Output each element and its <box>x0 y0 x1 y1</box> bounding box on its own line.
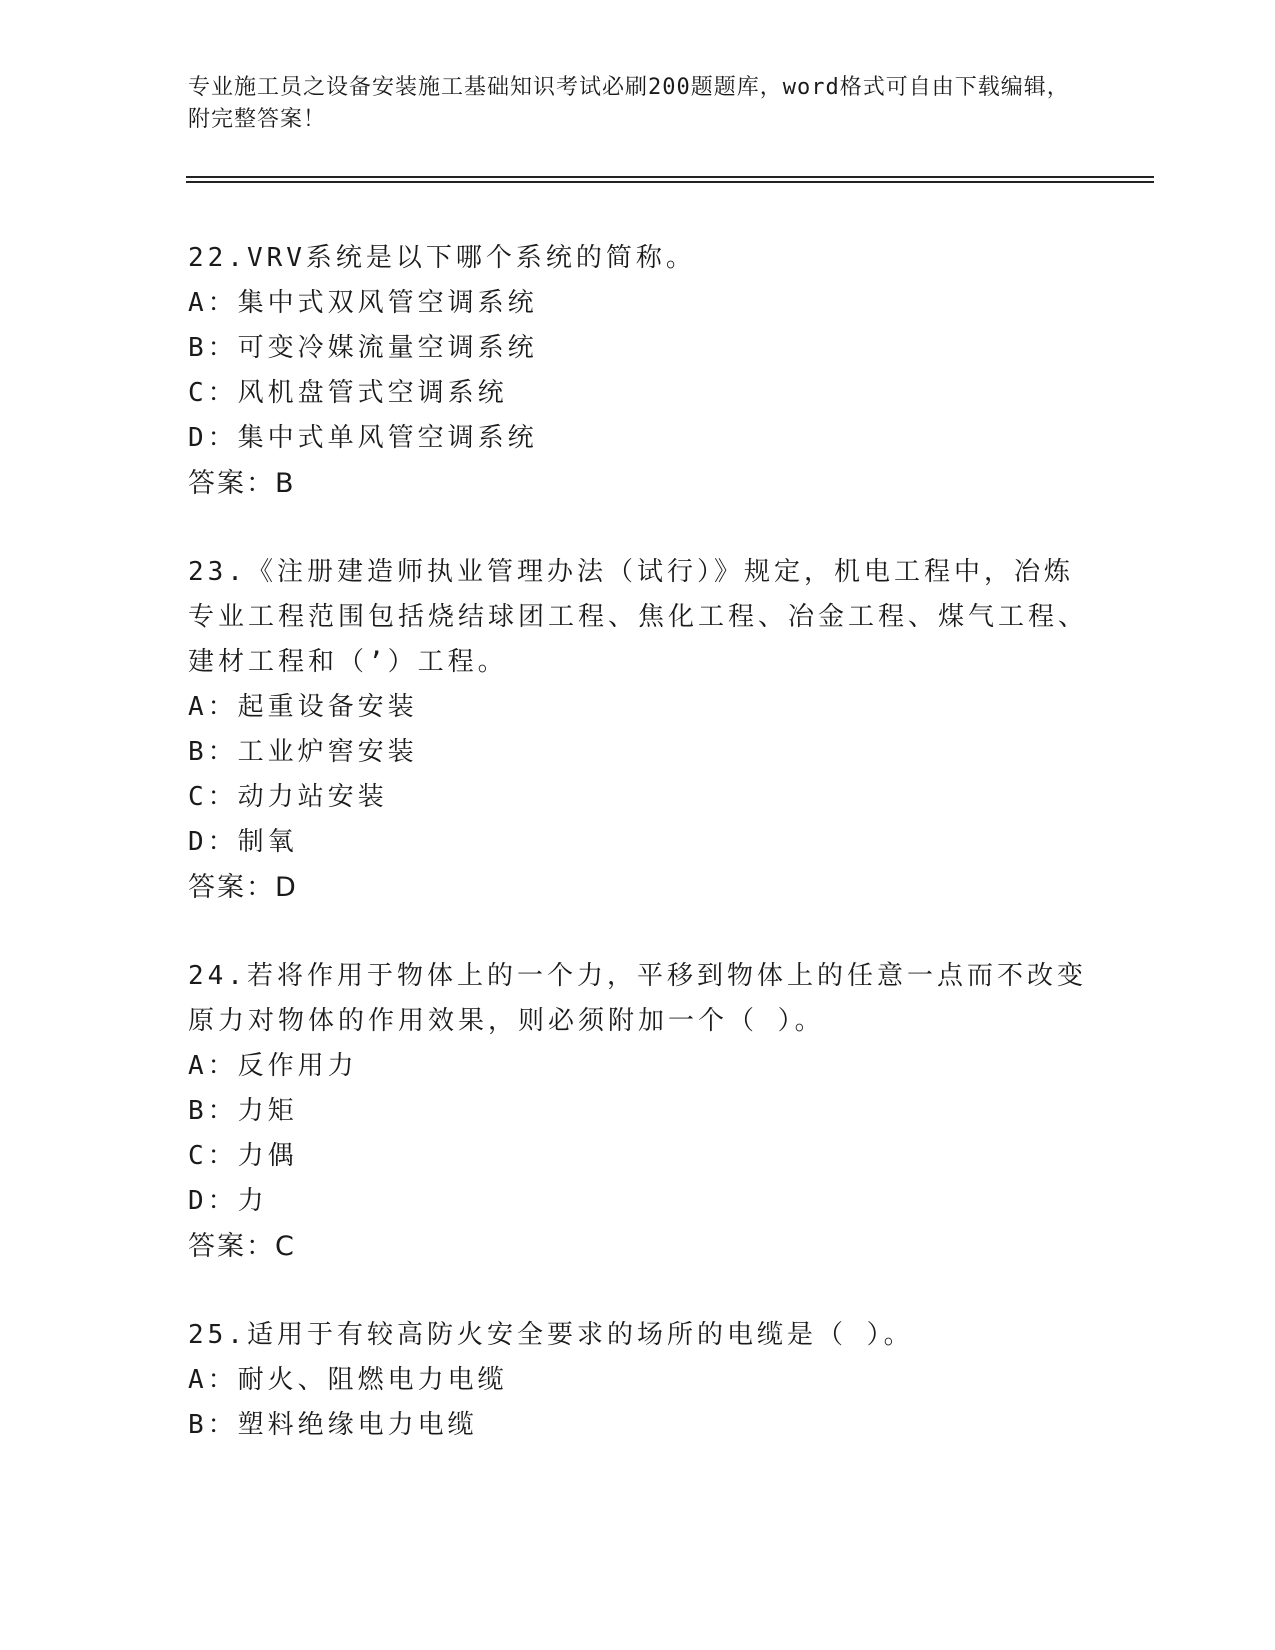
question-stem: 24.若将作用于物体上的一个力，平移到物体上的任意一点而不改变原力对物体的作用效果，则必须附加一个（ ）。 <box>188 961 1087 1036</box>
option-b: B：力矩 <box>188 1096 298 1126</box>
question-24 <box>188 954 1088 1269</box>
option-a: A：集中式双风管空调系统 <box>188 288 538 318</box>
option-a: A：耐火、阻燃电力电缆 <box>188 1365 508 1395</box>
option-d: D：力 <box>188 1186 268 1216</box>
question-25 <box>188 1313 1088 1448</box>
option-d: D：集中式单风管空调系统 <box>188 423 538 453</box>
option-b: B：塑料绝缘电力电缆 <box>188 1410 478 1440</box>
document-intro: 专业施工员之设备安装施工基础知识考试必刷200题题库，word格式可自由下载编辑，附完整答案！ <box>188 75 1070 132</box>
question-23 <box>188 550 1088 910</box>
option-a: A：起重设备安装 <box>188 692 418 722</box>
question-stem: 23.《注册建造师执业管理办法（试行）》规定，机电工程中，冶炼专业工程范围包括烧结球团工程、焦化工程、冶金工程、煤气工程、建材工程和（’）工程。 <box>188 557 1089 677</box>
option-c: C：力偶 <box>188 1141 298 1171</box>
answer-line: 答案：D <box>188 872 298 903</box>
answer-line: 答案：C <box>188 1231 296 1262</box>
option-b: B：可变冷媒流量空调系统 <box>188 333 538 363</box>
question-22 <box>188 236 1088 506</box>
option-c: C：风机盘管式空调系统 <box>188 378 508 408</box>
header-divider-bottom <box>186 181 1154 183</box>
question-stem: 25.适用于有较高防火安全要求的场所的电缆是（ ）。 <box>188 1320 914 1350</box>
header-divider-top <box>186 176 1154 178</box>
option-d: D：制氧 <box>188 827 298 857</box>
question-stem: 22.VRV系统是以下哪个系统的简称。 <box>188 243 696 273</box>
answer-line: 答案：B <box>188 468 296 499</box>
option-a: A：反作用力 <box>188 1051 358 1081</box>
option-c: C：动力站安装 <box>188 782 388 812</box>
question-list <box>188 236 1088 1492</box>
option-b: B：工业炉窖安装 <box>188 737 418 767</box>
